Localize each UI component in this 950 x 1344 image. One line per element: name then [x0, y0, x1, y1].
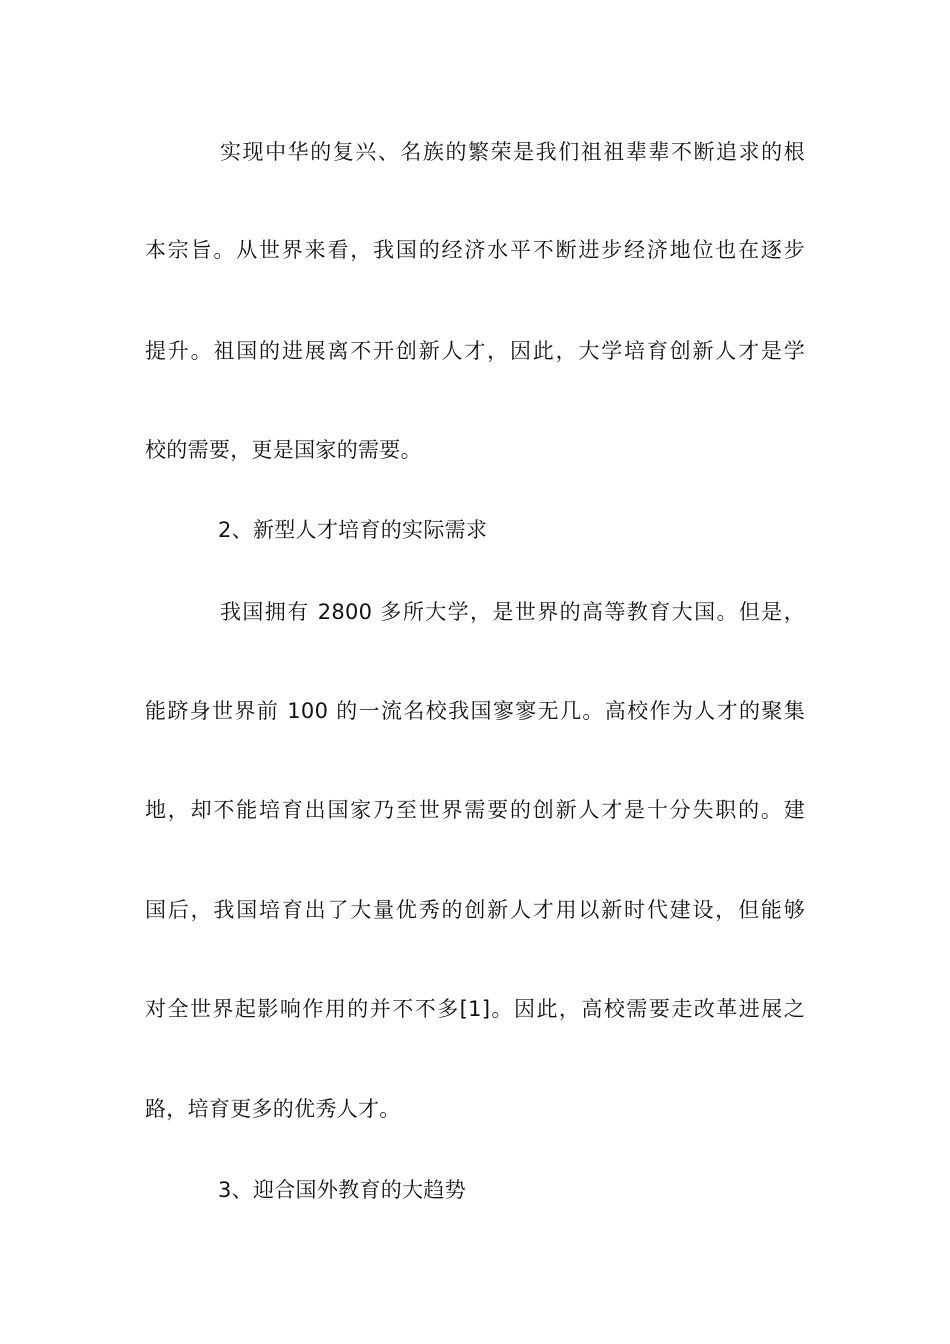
paragraph-2-line-6: 路，培育更多的优秀人才。	[145, 1097, 401, 1121]
paragraph-1-line-4: 校的需要，更是国家的需要。	[145, 438, 422, 462]
paragraph-2-line-1: 我国拥有 2800 多所大学，是世界的高等教育大国。但是，	[220, 600, 805, 624]
paragraph-2-line-3: 地，却不能培育出国家乃至世界需要的创新人才是十分失职的。建	[145, 798, 805, 822]
paragraph-1-line-3: 提升。祖国的进展离不开创新人才，因此，大学培育创新人才是学	[145, 339, 805, 363]
paragraph-2-line-5: 对全世界起影响作用的并不不多[1]。因此，高校需要走改革进展之	[145, 997, 805, 1021]
section-heading-3: 3、迎合国外教育的大趋势	[218, 1178, 466, 1202]
paragraph-1-line-2: 本宗旨。从世界来看，我国的经济水平不断进步经济地位也在逐步	[145, 238, 805, 262]
paragraph-2-line-4: 国后，我国培育出了大量优秀的创新人才用以新时代建设，但能够	[145, 898, 805, 922]
paragraph-1-line-1: 实现中华的复兴、名族的繁荣是我们祖祖辈辈不断追求的根	[220, 140, 805, 164]
section-heading-2: 2、新型人才培育的实际需求	[218, 518, 488, 542]
paragraph-2-line-2: 能跻身世界前 100 的一流名校我国寥寥无几。高校作为人才的聚集	[145, 699, 805, 723]
